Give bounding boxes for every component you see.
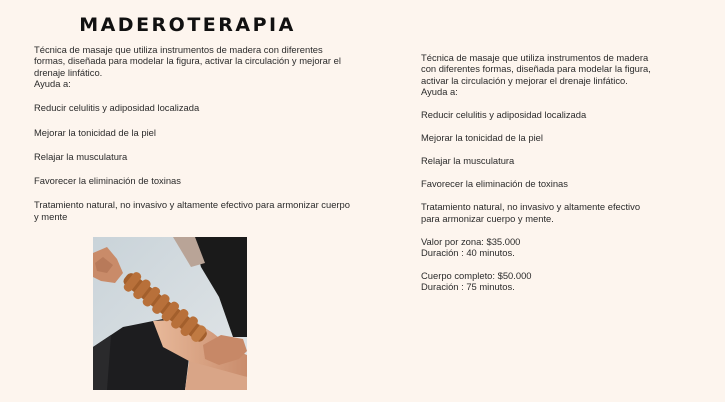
zone-duration: Duración : 40 minutos. — [421, 247, 515, 259]
helps-label: Ayuda a: — [34, 78, 71, 90]
intro-text: Técnica de masaje que utiliza instrumentos de madera con diferentes formas, diseñada para modelar la figura, activar la circulación y mejorar el drenaje linfático. — [421, 52, 651, 86]
benefit-item: Relajar la musculatura — [421, 155, 515, 167]
zone-price: Valor por zona: $35.000 — [421, 235, 521, 247]
benefit-item: Reducir celulitis y adiposidad localizada — [421, 109, 587, 121]
description-left — [34, 44, 354, 222]
benefit-item: Mejorar la tonicidad de la piel — [421, 132, 543, 144]
closing-text: Tratamiento natural, no invasivo y altamente efectivo para armonizar cuerpo y mente. — [421, 201, 641, 224]
benefit-item: Reducir celulitis y adiposidad localizada — [34, 102, 200, 114]
massage-photo — [93, 237, 247, 390]
intro-text: Técnica de masaje que utiliza instrumentos de madera con diferentes formas, diseñada para modelar la figura, activar la circulación y mejorar el drenaje linfático. — [34, 44, 341, 78]
helps-label: Ayuda a: — [421, 86, 458, 98]
benefit-item: Favorecer la eliminación de toxinas — [421, 178, 568, 190]
benefit-item: Relajar la musculatura — [34, 150, 128, 162]
full-body-duration: Duración : 75 minutos. — [421, 281, 515, 293]
page-title: MADEROTERAPIA — [79, 14, 296, 36]
closing-text: Tratamiento natural, no invasivo y altamente efectivo para armonizar cuerpo y mente — [34, 199, 350, 222]
massage-illustration — [93, 237, 247, 390]
benefit-item: Favorecer la eliminación de toxinas — [34, 175, 181, 187]
description-right — [421, 52, 651, 293]
benefit-item: Mejorar la tonicidad de la piel — [34, 126, 156, 138]
full-body-price: Cuerpo completo: $50.000 — [421, 270, 532, 282]
